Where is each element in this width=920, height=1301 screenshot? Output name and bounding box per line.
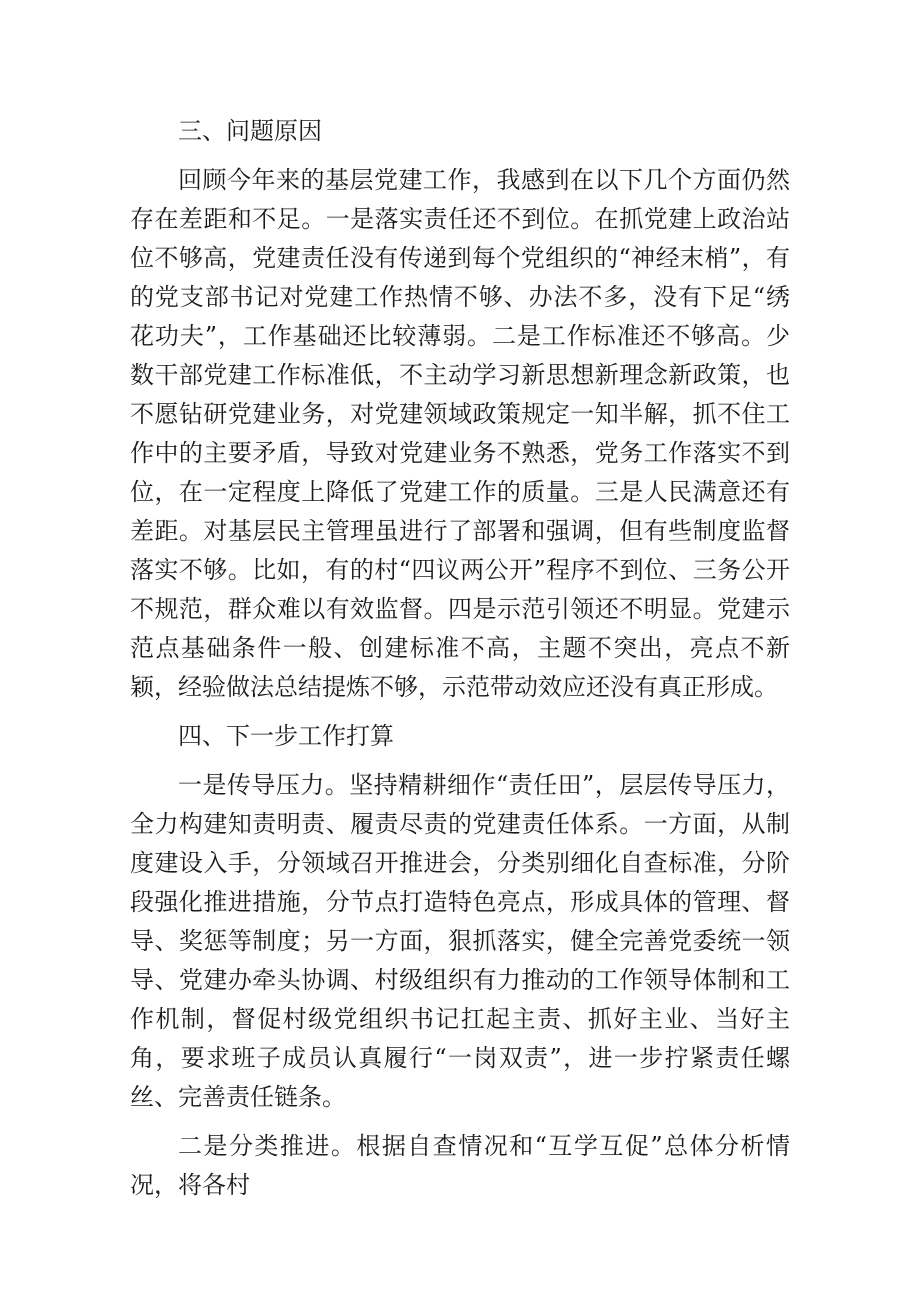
section-heading-problem-causes: 三、问题原因 [178, 117, 322, 145]
section-heading-next-steps: 四、下一步工作打算 [178, 722, 394, 750]
paragraph-problem-causes: 回顾今年来的基层党建工作，我感到在以下几个方面仍然存在差距和不足。一是落实责任还不到位。在抓党建上政治站位不够高，党建责任没有传递到每个党组织的“神经末梢”，有的党支部书记对党建工作热情不够、办法不多，没有下足“绣花功夫”，工作基础还比较薄弱。二是工作标准还不够高。少数干部党建工作标准低，不主动学习新思想新理念新政策，也不愿钻研党建业务，对党建领域政策规定一知半解，抓不住工作中的主要矛盾，导致对党建业务不熟悉，党务工作落实不到位，在一定程度上降低了党建工作的质量。三是人民满意还有差距。对基层民主管理虽进行了部署和强调，但有些制度监督落实不够。比如，有的村“四议两公开”程序不到位、三务公开不规范，群众难以有效监督。四是示范引领还不明显。党建示范点基础条件一般、创建标准不高，主题不突出，亮点不新颖，经验做法总结提炼不够，示范带动效应还没有真正形成。 [130, 166, 790, 701]
document-body [130, 112, 790, 1215]
paragraph-transmit-pressure: 一是传导压力。坚持精耕细作“责任田”，层层传导压力，全力构建知责明责、履责尽责的党建责任体系。一方面，从制度建设入手，分领域召开推进会，分类别细化自查标准，分阶段强化推进措施，分节点打造特色亮点，形成具体的管理、督导、奖惩等制度；另一方面，狠抓落实，健全完善党委统一领导、党建办牵头协调、村级组织有力推动的工作领导体制和工作机制，督促村级党组织书记扛起主责、抓好主业、当好主角，要求班子成员认真履行“一岗双责”，进一步拧紧责任螺丝、完善责任链条。 [130, 771, 790, 1111]
paragraph-classified-advancement: 二是分类推进。根据自查情况和“互学互促”总体分析情况，将各村 [130, 1132, 790, 1199]
